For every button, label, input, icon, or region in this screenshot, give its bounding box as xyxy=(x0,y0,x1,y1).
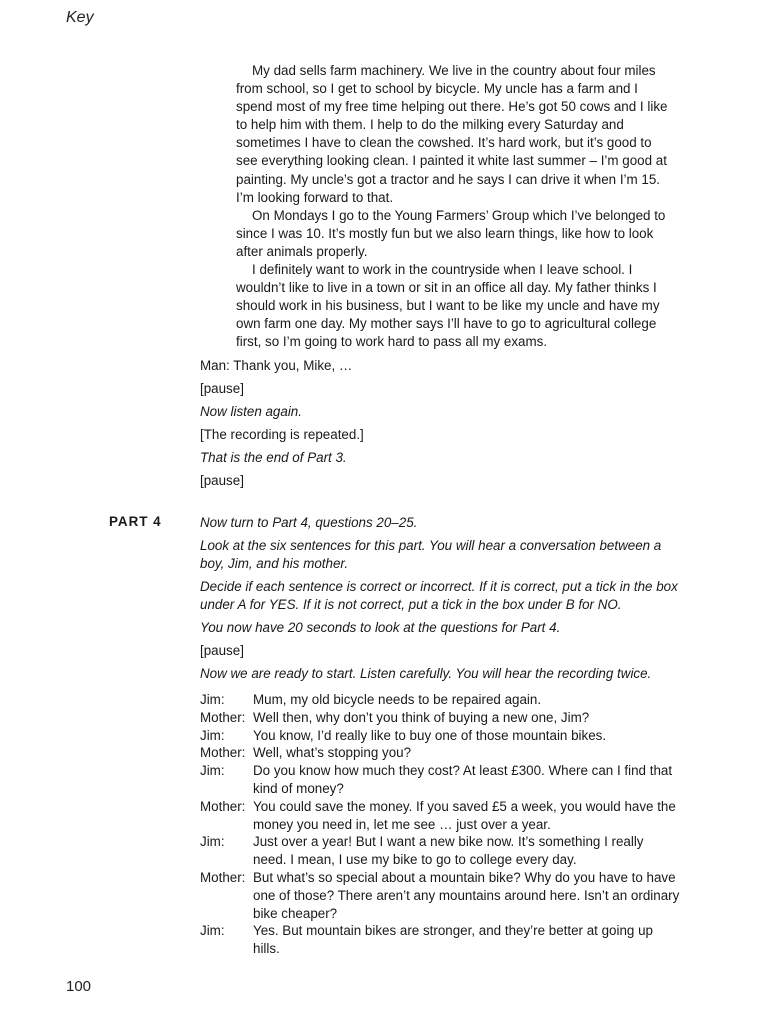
dialogue-line xyxy=(200,833,680,869)
speech-text: Well, what’s stopping you? xyxy=(253,745,412,761)
pause-note: [pause] xyxy=(200,473,244,488)
running-head: Key xyxy=(66,9,94,26)
speech-text: Well then, why don’t you think of buying a new one, Jim? xyxy=(253,709,590,725)
part4-label: PART 4 xyxy=(109,514,162,529)
dialogue-line xyxy=(200,744,680,762)
decide-instruction: Decide if each sentence is correct or incorrect. If it is correct, put a tick in the box under A for YES. If it is not correct, put a tick in the box under B for NO. xyxy=(200,579,678,612)
end-of-part3: That is the end of Part 3. xyxy=(200,450,347,465)
speech-text: Do you know how much they cost? At least £300. Where can I find that kind of money? xyxy=(253,763,673,796)
dialogue-line xyxy=(200,922,680,958)
speaker-name: Mother: xyxy=(200,798,246,814)
speech-text: Just over a year! But I want a new bike now. It’s something I really need. I mean, I use my bike to go to college every day. xyxy=(253,834,644,868)
ready-instruction: Now we are ready to start. Listen carefully. You will hear the recording twice. xyxy=(200,666,652,681)
man-line: Man: Thank you, Mike, … xyxy=(200,358,353,373)
pause-note: [pause] xyxy=(200,381,244,396)
dialogue-line xyxy=(200,709,680,727)
monologue-paragraph: I definitely want to work in the countryside when I leave school. I wouldn’t like to live in a town or sit in an office all day. My father thinks I should work in his business, but I want to be like my uncle and have my own farm one day. My mother says I’ll have to go to agricultural college first, so I’m going to work hard to pass all my exams. xyxy=(236,262,660,350)
monologue-paragraph: On Mondays I go to the Young Farmers’ Group which I’ve belonged to since I was 10. It’s mostly fun but we also learn things, like how to look after animals properly. xyxy=(236,207,666,259)
part4-instructions xyxy=(200,514,680,683)
twenty-seconds-instruction: You now have 20 seconds to look at the questions for Part 4. xyxy=(200,620,561,635)
speech-text: You know, I’d really like to buy one of those mountain bikes. xyxy=(253,727,607,743)
dialogue-line xyxy=(200,691,680,709)
dialogue-line xyxy=(200,762,680,798)
speaker-name: Mother: xyxy=(200,745,246,761)
monologue-paragraph: My dad sells farm machinery. We live in the country about four miles from school, so I get to school by bicycle. My uncle has a farm and I spend most of my free time helping out there. He’s got 50 cows and I like to help him with them. I help to do the milking every Saturday and sometimes I have to clean the cowshed. It’s hard work, but it’s good to see everything looking clean. I painted it white last summer – I’m good at painting. My uncle’s got a tractor and he says I can drive it when I’m 15. I’m looking forward to that. xyxy=(236,63,668,205)
speaker-name: Jim: xyxy=(200,834,225,850)
speaker-name: Mother: xyxy=(200,869,246,885)
speaker-name: Jim: xyxy=(200,692,225,707)
speaker-name: Jim: xyxy=(200,923,225,939)
pause-note: [pause] xyxy=(200,643,244,658)
page-number: 100 xyxy=(66,978,92,995)
dialogue-line xyxy=(200,727,680,745)
recording-repeated-note: [The recording is repeated.] xyxy=(200,427,364,442)
speech-text: You could save the money. If you saved £5 a week, you would have the money you need in, let me see … just over a year. xyxy=(253,798,676,832)
part3-closing xyxy=(200,357,680,490)
dialogue-line xyxy=(200,798,680,834)
speech-text: But what’s so special about a mountain bike? Why do you have to have one of those? There aren’t any mountains around here. Isn’t an ordinary bike cheaper? xyxy=(253,869,680,921)
look-at-sentences: Look at the six sentences for this part. You will hear a conversation between a boy, Jim, and his mother. xyxy=(200,538,662,571)
speaker-name: Jim: xyxy=(200,763,225,779)
mike-monologue xyxy=(236,62,676,352)
jim-mother-dialogue xyxy=(200,691,680,959)
listen-again-instruction: Now listen again. xyxy=(200,404,302,419)
speaker-name: Jim: xyxy=(200,727,225,743)
turn-to-part4: Now turn to Part 4, questions 20–25. xyxy=(200,515,418,530)
speech-text: Mum, my old bicycle needs to be repaired again. xyxy=(253,692,542,707)
speech-text: Yes. But mountain bikes are stronger, and they’re better at going up hills. xyxy=(253,923,653,957)
speaker-name: Mother: xyxy=(200,709,246,725)
dialogue-line xyxy=(200,869,680,922)
